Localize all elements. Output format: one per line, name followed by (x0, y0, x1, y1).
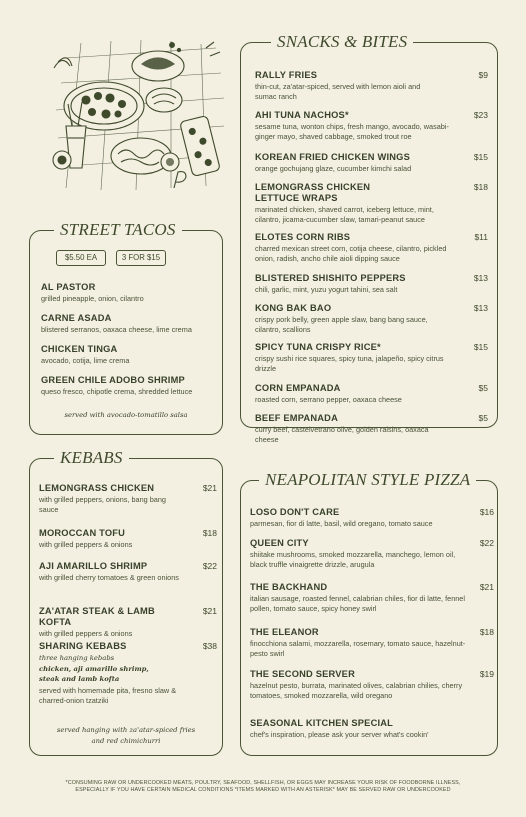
item-price: $11 (474, 232, 488, 242)
item-name: SHARING KEBABS (39, 641, 127, 651)
item-desc: hazelnut pesto, burrata, marinated olives, calabrian chilies, cherry tomatoes, smoked mozzarella, wild oregano (250, 681, 463, 701)
item-price: $18 (473, 182, 488, 192)
snack-item (255, 383, 488, 405)
item-desc: crispy pork belly, green apple slaw, bang bang sauce, cilantro, scallions (255, 315, 428, 335)
kebab-item-sharing (39, 641, 217, 706)
street-tacos-title: STREET TACOS (54, 220, 182, 240)
item-name: LEMONGRASS CHICKEN LETTUCE WRAPS (255, 182, 371, 203)
item-name: AL PASTOR (41, 282, 96, 292)
kebabs-note (29, 725, 223, 746)
item-name: CHICKEN TINGA (41, 344, 118, 354)
item-name: KOREAN FRIED CHICKEN WINGS (255, 152, 410, 162)
tacos-note: served with avocado-tomatillo salsa (64, 411, 188, 419)
snack-item (255, 152, 488, 174)
item-name: THE SECOND SERVER (250, 669, 355, 679)
snack-item (255, 273, 488, 295)
item-name: LEMONGRASS CHICKEN (39, 483, 155, 493)
item-desc: shiitake mushrooms, smoked mozzarella, manchego, lemon oil, black truffle vinaigrette drizzle, arugula (250, 550, 456, 570)
kebab-item (39, 606, 217, 639)
item-price: $19 (479, 669, 494, 679)
pizza-item (250, 507, 494, 529)
item-price: $15 (473, 342, 488, 352)
item-desc: sesame tuna, wonton chips, fresh mango, avocado, wasabi-ginger mayo, shaved cabbage, smoked trout roe (255, 122, 449, 142)
item-name: ELOTES CORN RIBS (255, 232, 351, 242)
item-price: $21 (479, 582, 494, 592)
item-desc: with grilled peppers & onions (39, 629, 133, 638)
pizza-item (250, 669, 494, 702)
taco-item (41, 282, 217, 304)
item-desc: roasted corn, serrano pepper, oaxaca cheese (255, 395, 402, 404)
item-name: BLISTERED SHISHITO PEPPERS (255, 273, 406, 283)
item-desc: italian sausage, roasted fennel, calabrian chiles, fior di latte, fennel pollen, tomato sauce, spicy honey swirl (250, 594, 465, 614)
item-desc: avocado, cotija, lime crema (41, 356, 130, 365)
item-price: $5 (478, 383, 488, 393)
item-price: $21 (202, 606, 217, 616)
snack-item (255, 232, 488, 265)
item-desc: chef's inspiration, please ask your server what's cookin' (250, 730, 429, 739)
taco-item (41, 344, 217, 366)
item-price: $38 (202, 641, 217, 651)
pizza-item (250, 538, 494, 571)
item-name: SPICY TUNA CRISPY RICE* (255, 342, 381, 352)
item-desc: with grilled peppers, onions, bang bang sauce (39, 495, 166, 515)
item-desc: with grilled cherry tomatoes & green onions (39, 573, 179, 582)
item-name: CORN EMPANADA (255, 383, 341, 393)
item-name: BEEF EMPANADA (255, 413, 339, 423)
snack-item (255, 342, 488, 375)
item-price: $15 (473, 152, 488, 162)
snack-item (255, 110, 488, 143)
footnote-line: ESPECIALLY IF YOU HAVE CERTAIN MEDICAL CONDITIONS *ITEMS MARKED WITH AN ASTERISK* MAY BE SERVED RAW OR UNDERCOOKED (75, 787, 451, 794)
kebab-item (39, 483, 217, 516)
kebabs-title: KEBABS (54, 448, 129, 468)
item-price: $9 (478, 70, 488, 80)
item-name: AHI TUNA NACHOS* (255, 110, 349, 120)
item-name: THE ELEANOR (250, 627, 319, 637)
item-name: RALLY FRIES (255, 70, 318, 80)
snack-item (255, 70, 488, 103)
item-desc: with grilled peppers & onions (39, 540, 133, 549)
item-price: $21 (202, 483, 217, 493)
item-name: AJI AMARILLO SHRIMP (39, 561, 148, 571)
item-desc: queso fresco, chipotle crema, shredded lettuce (41, 387, 193, 396)
item-name: GREEN CHILE ADOBO SHRIMP (41, 375, 185, 385)
item-desc: served with homemade pita, fresno slaw & charred-onion tzatziki (39, 685, 177, 705)
item-desc: crispy sushi rice squares, spicy tuna, jalapeño, spicy citrus drizzle (255, 354, 444, 374)
food-spread-illustration (46, 38, 226, 194)
kebabs-list (39, 483, 217, 713)
sharing-script-line: chicken, aji amarillo shrimp, (39, 664, 149, 673)
item-price: $18 (202, 528, 217, 538)
item-name: CARNE ASADA (41, 313, 112, 323)
snack-item (255, 413, 488, 446)
item-name: KONG BAK BAO (255, 303, 332, 313)
item-desc: finocchiona salami, mozzarella, rosemary, tomato sauce, hazelnut-pesto swirl (250, 639, 466, 659)
item-price: $16 (479, 507, 494, 517)
item-name: THE BACKHAND (250, 582, 328, 592)
item-name: QUEEN CITY (250, 538, 309, 548)
snack-item (255, 182, 488, 226)
sharing-script-line: steak and lamb kofta (39, 675, 120, 683)
item-name: ZA'ATAR STEAK & LAMB KOFTA (39, 606, 155, 627)
taco-item (41, 375, 217, 397)
item-price: $5 (478, 413, 488, 423)
item-price: $13 (473, 303, 488, 313)
kebabs-note-line: and red chimichurri (91, 736, 161, 745)
pizza-title: NEAPOLITAN STYLE PIZZA (259, 470, 476, 490)
pizza-list (250, 507, 494, 747)
item-desc: chili, garlic, mint, yuzu yogurt tahini, sea salt (255, 285, 398, 294)
item-desc: orange gochujang glaze, cucumber kimchi salad (255, 164, 412, 173)
item-desc: parmesan, fior di latte, basil, wild oregano, tomato sauce (250, 519, 433, 528)
snack-item (255, 303, 488, 336)
item-desc: thin-cut, za'atar-spiced, served with lemon aioli and sumac ranch (255, 82, 421, 102)
snacks-title: SNACKS & BITES (271, 32, 413, 52)
item-desc: charred mexican street corn, cotija cheese, cilantro, pickled onion, radish, ancho chile aioli dipping sauce (255, 244, 447, 264)
pizza-item (250, 718, 494, 740)
allergy-footnote (30, 780, 496, 795)
pizza-item (250, 627, 494, 660)
item-desc: blistered serranos, oaxaca cheese, lime crema (41, 325, 192, 334)
item-name: MOROCCAN TOFU (39, 528, 126, 538)
taco-price-deal: 3 FOR $15 (116, 250, 166, 266)
item-price: $23 (473, 110, 488, 120)
item-price: $18 (479, 627, 494, 637)
item-name: SEASONAL KITCHEN SPECIAL (250, 718, 394, 728)
snacks-list (255, 70, 488, 445)
taco-item (41, 313, 217, 335)
item-name: LOSO DON'T CARE (250, 507, 340, 517)
kebabs-note-line: served hanging with za'atar-spiced fries (56, 726, 196, 734)
pizza-item (250, 582, 494, 615)
taco-price-each: $5.50 EA (56, 250, 106, 266)
sharing-script-line: three hanging kebabs (39, 654, 115, 662)
item-desc: grilled pineapple, onion, cilantro (41, 294, 144, 303)
item-desc: marinated chicken, shaved carrot, iceberg lettuce, mint, cilantro, jicama-cucumber slaw, tamari-peanut sauce (255, 205, 434, 225)
item-price: $13 (473, 273, 488, 283)
kebab-item (39, 561, 217, 583)
item-price: $22 (479, 538, 494, 548)
item-desc: curry beef, castelvetrano olive, golden raisins, oaxaca cheese (255, 425, 429, 445)
kebab-item (39, 528, 217, 550)
item-price: $22 (202, 561, 217, 571)
tacos-list (41, 282, 217, 406)
footnote-line: *CONSUMING RAW OR UNDERCOOKED MEATS, POULTRY, SEAFOOD, SHELLFISH, OR EGGS MAY INCREASE YOUR RISK OF FOODBORNE ILLNESS, (65, 780, 461, 786)
